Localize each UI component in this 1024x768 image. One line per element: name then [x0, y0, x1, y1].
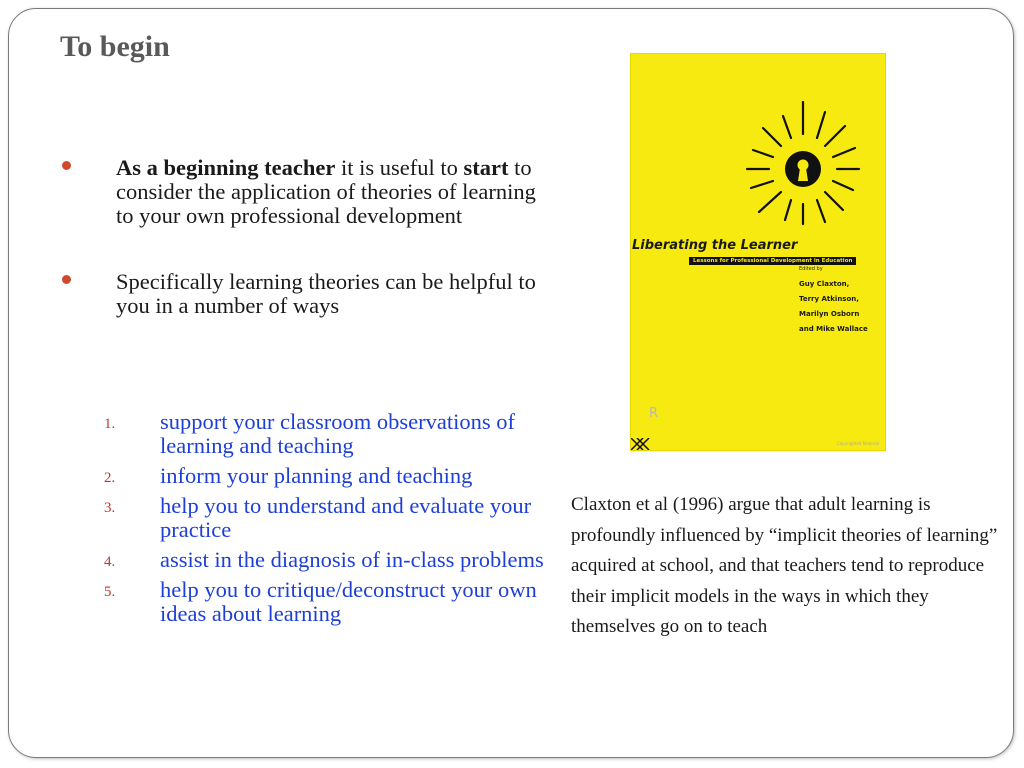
- item-number: 1.: [104, 416, 116, 432]
- bullet-bold-text: As a beginning teacher: [116, 155, 336, 180]
- bullet-item: [60, 156, 550, 228]
- item-text: help you to critique/deconstruct your own ideas about learning: [160, 577, 537, 626]
- item-number: 4.: [104, 554, 116, 570]
- numbered-item: [104, 548, 544, 572]
- book-author: and Mike Wallace: [799, 325, 868, 333]
- bullet-list: [60, 156, 550, 360]
- book-author: Guy Claxton,: [799, 280, 850, 288]
- numbered-list: [104, 410, 544, 632]
- item-text: support your classroom observations of learning and teaching: [160, 409, 515, 458]
- copyright-note: Copyrighted Material: [836, 441, 879, 446]
- book-caption: Claxton et al (1996) argue that adult learning is profoundly influenced by “implicit theories of learning” acquired at school, and that teachers tend to reproduce their implicit models in the ways in which they themselves go on to teach: [571, 494, 998, 637]
- bullet-dot-icon: [62, 275, 71, 284]
- book-author: Terry Atkinson,: [799, 295, 859, 303]
- bullet-dot-icon: [62, 161, 71, 170]
- slide-title: To begin: [60, 30, 170, 63]
- book-authors: [799, 277, 868, 337]
- bullet-text: to consider the application of theories of learning to your own professional development: [116, 155, 536, 228]
- publisher-logo: R: [649, 406, 659, 421]
- numbered-item: [104, 578, 544, 626]
- book-subtitle: Lessons for Professional Development in Education: [689, 257, 856, 265]
- item-text: inform your planning and teaching: [160, 463, 473, 488]
- bullet-item: [60, 270, 550, 318]
- book-edited-by: Edited by: [799, 266, 823, 272]
- item-text: assist in the diagnosis of in-class problems: [160, 547, 544, 572]
- item-text: help you to understand and evaluate your practice: [160, 493, 532, 542]
- bullet-text: Specifically learning theories can be helpful to you in a number of ways: [116, 269, 536, 318]
- book-title: Liberating the Learner: [632, 238, 798, 253]
- bullet-text: it is useful to: [335, 155, 464, 180]
- numbered-item: [104, 410, 544, 458]
- barcode-mark-icon: [631, 438, 651, 450]
- book-cover-image: [631, 54, 885, 450]
- item-number: 5.: [104, 584, 116, 600]
- numbered-item: [104, 464, 544, 488]
- book-author: Marilyn Osborn: [799, 310, 860, 318]
- bullet-bold-text: start: [463, 155, 509, 180]
- numbered-item: [104, 494, 544, 542]
- item-number: 2.: [104, 470, 116, 486]
- item-number: 3.: [104, 500, 116, 516]
